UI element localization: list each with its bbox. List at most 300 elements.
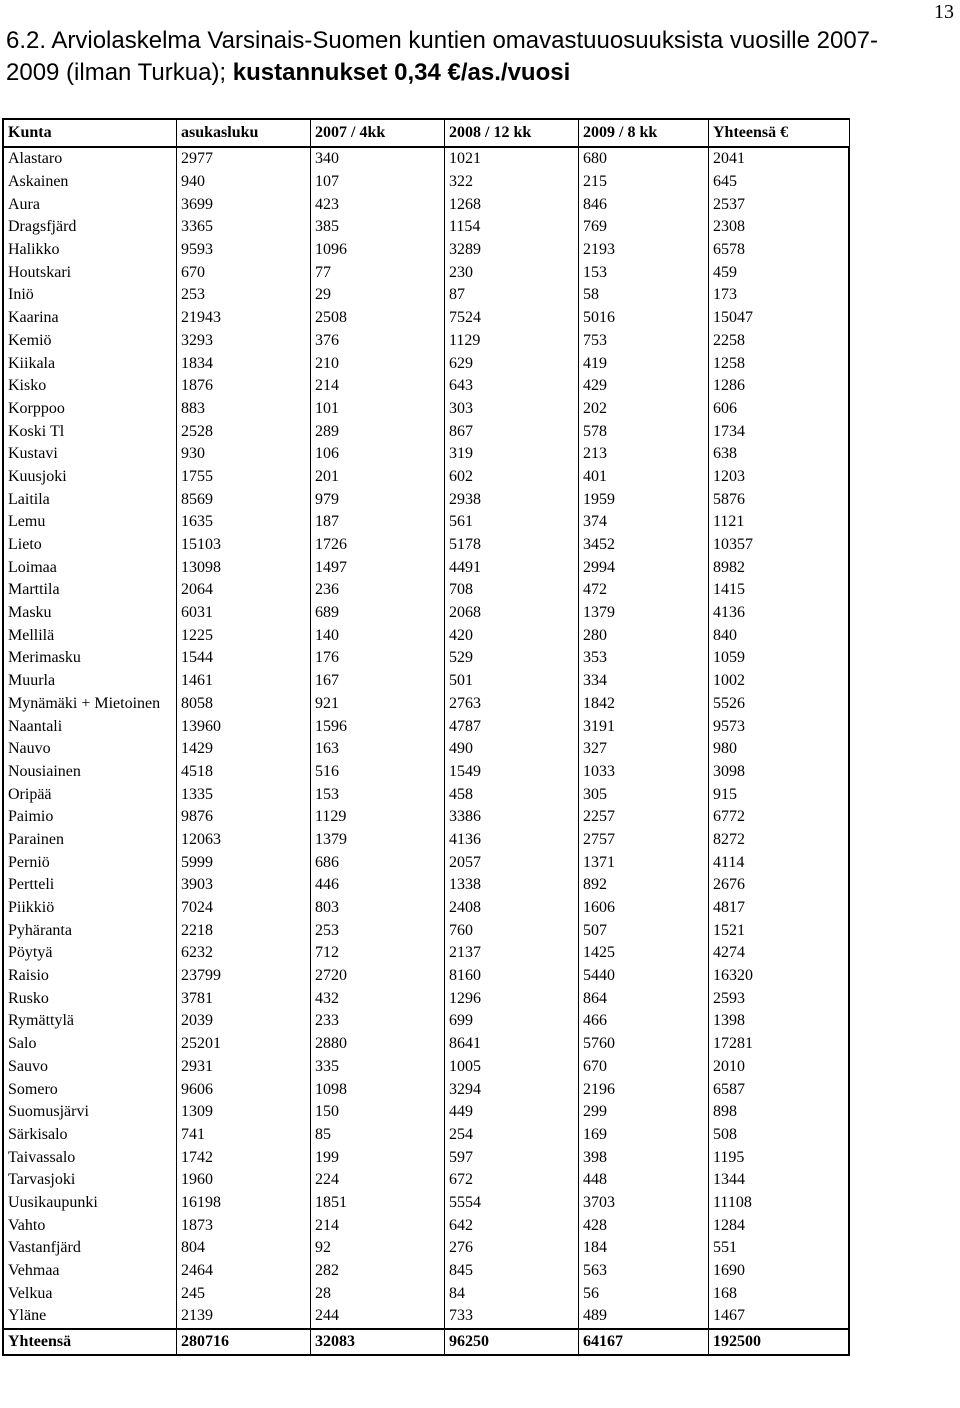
table-cell: 1121 [709, 511, 850, 534]
page-number: 13 [934, 1, 954, 23]
table-cell: 224 [311, 1169, 445, 1192]
table-cell: 423 [311, 193, 445, 216]
table-row [3, 398, 849, 421]
municipality-name-cell: Uusikaupunki [3, 1192, 177, 1215]
table-cell: 280 [579, 624, 709, 647]
table-cell: 490 [445, 738, 579, 761]
table-cell: 516 [311, 761, 445, 784]
municipality-name-cell: Salo [3, 1033, 177, 1056]
table-cell: 2010 [709, 1056, 850, 1079]
heading-line2: 2009 (ilman Turkua); [6, 59, 233, 86]
table-cell: 276 [445, 1237, 579, 1260]
municipality-name-cell: Pöytyä [3, 942, 177, 965]
municipality-name-cell: Särkisalo [3, 1124, 177, 1147]
table-cell: 213 [579, 443, 709, 466]
table-row [3, 1169, 849, 1192]
table-cell: 1842 [579, 693, 709, 716]
column-header-kunta: Kunta [3, 119, 177, 147]
table-row [3, 1305, 849, 1329]
table-cell: 244 [311, 1305, 445, 1329]
table-cell: 1521 [709, 919, 850, 942]
table-cell: 21943 [177, 307, 311, 330]
table-cell: 3903 [177, 874, 311, 897]
table-cell: 980 [709, 738, 850, 761]
table-cell: 979 [311, 488, 445, 511]
municipality-name-cell: Taivassalo [3, 1146, 177, 1169]
table-cell: 2528 [177, 420, 311, 443]
total-cell: 64167 [579, 1329, 709, 1355]
municipality-name-cell: Dragsfjärd [3, 216, 177, 239]
table-cell: 254 [445, 1124, 579, 1147]
table-cell: 563 [579, 1260, 709, 1283]
table-cell: 1497 [311, 556, 445, 579]
municipality-name-cell: Houtskari [3, 261, 177, 284]
table-cell: 2068 [445, 602, 579, 625]
table-cell: 2218 [177, 919, 311, 942]
table-cell: 253 [311, 919, 445, 942]
table-row [3, 534, 849, 557]
table-row [3, 715, 849, 738]
table-cell: 1960 [177, 1169, 311, 1192]
table-row [3, 874, 849, 897]
table-row [3, 556, 849, 579]
table-cell: 1096 [311, 239, 445, 262]
table-cell: 741 [177, 1124, 311, 1147]
table-cell: 5440 [579, 965, 709, 988]
table-cell: 153 [311, 783, 445, 806]
table-cell: 432 [311, 987, 445, 1010]
table-cell: 466 [579, 1010, 709, 1033]
table-cell: 9573 [709, 715, 850, 738]
table-row [3, 511, 849, 534]
table-row [3, 647, 849, 670]
municipality-name-cell: Vastanfjärd [3, 1237, 177, 1260]
municipality-name-cell: Somero [3, 1078, 177, 1101]
table-cell: 846 [579, 193, 709, 216]
table-cell: 642 [445, 1214, 579, 1237]
table-cell: 2064 [177, 579, 311, 602]
table-row [3, 693, 849, 716]
table-cell: 5016 [579, 307, 709, 330]
municipality-name-cell: Nauvo [3, 738, 177, 761]
municipality-name-cell: Rusko [3, 987, 177, 1010]
municipality-name-cell: Raisio [3, 965, 177, 988]
table-cell: 385 [311, 216, 445, 239]
table-row [3, 1237, 849, 1260]
municipality-name-cell: Perniö [3, 851, 177, 874]
table-cell: 1258 [709, 352, 850, 375]
table-cell: 3289 [445, 239, 579, 262]
table-cell: 92 [311, 1237, 445, 1260]
table-cell: 867 [445, 420, 579, 443]
table-cell: 13960 [177, 715, 311, 738]
table-cell: 930 [177, 443, 311, 466]
table-cell: 3703 [579, 1192, 709, 1215]
table-cell: 449 [445, 1101, 579, 1124]
table-cell: 334 [579, 670, 709, 693]
table-cell: 3293 [177, 330, 311, 353]
table-row [3, 352, 849, 375]
table-cell: 5999 [177, 851, 311, 874]
table-cell: 106 [311, 443, 445, 466]
table-cell: 1268 [445, 193, 579, 216]
table-cell: 1154 [445, 216, 579, 239]
table-cell: 8641 [445, 1033, 579, 1056]
table-cell: 15047 [709, 307, 850, 330]
table-cell: 236 [311, 579, 445, 602]
table-cell: 6031 [177, 602, 311, 625]
table-cell: 3386 [445, 806, 579, 829]
table-cell: 1129 [445, 330, 579, 353]
table-cell: 299 [579, 1101, 709, 1124]
heading-cost-note: kustannukset 0,34 €/as./vuosi [232, 59, 571, 86]
table-cell: 1021 [445, 147, 579, 171]
table-cell: 2464 [177, 1260, 311, 1283]
table-cell: 305 [579, 783, 709, 806]
municipality-name-cell: Velkua [3, 1282, 177, 1305]
table-cell: 1286 [709, 375, 850, 398]
table-cell: 672 [445, 1169, 579, 1192]
table-cell: 2593 [709, 987, 850, 1010]
municipality-name-cell: Kemiö [3, 330, 177, 353]
municipality-name-cell: Kustavi [3, 443, 177, 466]
table-cell: 7524 [445, 307, 579, 330]
table-row [3, 284, 849, 307]
table-cell: 845 [445, 1260, 579, 1283]
municipality-name-cell: Lemu [3, 511, 177, 534]
table-row [3, 738, 849, 761]
municipality-name-cell: Mynämäki + Mietoinen [3, 693, 177, 716]
municipality-name-cell: Marttila [3, 579, 177, 602]
table-cell: 101 [311, 398, 445, 421]
table-cell: 340 [311, 147, 445, 171]
table-cell: 733 [445, 1305, 579, 1329]
table-row [3, 239, 849, 262]
table-row [3, 466, 849, 489]
table-cell: 670 [579, 1056, 709, 1079]
table-cell: 1335 [177, 783, 311, 806]
table-cell: 140 [311, 624, 445, 647]
table-cell: 1344 [709, 1169, 850, 1192]
table-cell: 17281 [709, 1033, 850, 1056]
table-cell: 85 [311, 1124, 445, 1147]
table-cell: 507 [579, 919, 709, 942]
table-cell: 2196 [579, 1078, 709, 1101]
table-cell: 501 [445, 670, 579, 693]
table-row [3, 375, 849, 398]
table-cell: 77 [311, 261, 445, 284]
table-cell: 319 [445, 443, 579, 466]
table-cell: 1002 [709, 670, 850, 693]
table-cell: 643 [445, 375, 579, 398]
municipality-name-cell: Kaarina [3, 307, 177, 330]
table-cell: 15103 [177, 534, 311, 557]
table-row [3, 307, 849, 330]
table-cell: 898 [709, 1101, 850, 1124]
table-cell: 1296 [445, 987, 579, 1010]
table-cell: 419 [579, 352, 709, 375]
table-cell: 2880 [311, 1033, 445, 1056]
table-cell: 233 [311, 1010, 445, 1033]
table-cell: 376 [311, 330, 445, 353]
table-cell: 1834 [177, 352, 311, 375]
table-cell: 699 [445, 1010, 579, 1033]
table-cell: 2508 [311, 307, 445, 330]
table-row [3, 942, 849, 965]
table-cell: 769 [579, 216, 709, 239]
table-cell: 1005 [445, 1056, 579, 1079]
table-cell: 2039 [177, 1010, 311, 1033]
table-cell: 921 [311, 693, 445, 716]
table-cell: 1338 [445, 874, 579, 897]
table-cell: 398 [579, 1146, 709, 1169]
table-cell: 289 [311, 420, 445, 443]
table-cell: 5178 [445, 534, 579, 557]
table-cell: 1203 [709, 466, 850, 489]
table-cell: 1635 [177, 511, 311, 534]
table-cell: 1873 [177, 1214, 311, 1237]
table-cell: 9606 [177, 1078, 311, 1101]
table-cell: 168 [709, 1282, 850, 1305]
municipality-name-cell: Vehmaa [3, 1260, 177, 1283]
table-cell: 508 [709, 1124, 850, 1147]
table-cell: 864 [579, 987, 709, 1010]
table-cell: 1398 [709, 1010, 850, 1033]
table-cell: 472 [579, 579, 709, 602]
table-cell: 210 [311, 352, 445, 375]
table-cell: 2308 [709, 216, 850, 239]
table-cell: 2408 [445, 897, 579, 920]
municipality-name-cell: Naantali [3, 715, 177, 738]
table-cell: 428 [579, 1214, 709, 1237]
table-cell: 6232 [177, 942, 311, 965]
table-cell: 16320 [709, 965, 850, 988]
table-cell: 4518 [177, 761, 311, 784]
table-cell: 1959 [579, 488, 709, 511]
table-cell: 176 [311, 647, 445, 670]
table-row [3, 1010, 849, 1033]
table-cell: 169 [579, 1124, 709, 1147]
table-cell: 13098 [177, 556, 311, 579]
table-cell: 9593 [177, 239, 311, 262]
municipality-name-cell: Halikko [3, 239, 177, 262]
table-cell: 1461 [177, 670, 311, 693]
municipality-name-cell: Alastaro [3, 147, 177, 171]
table-cell: 712 [311, 942, 445, 965]
total-cell: 96250 [445, 1329, 579, 1355]
table-cell: 2041 [709, 147, 850, 171]
municipality-cost-table [2, 118, 850, 1356]
table-cell: 883 [177, 398, 311, 421]
table-cell: 84 [445, 1282, 579, 1305]
municipality-name-cell: Nousiainen [3, 761, 177, 784]
table-cell: 1059 [709, 647, 850, 670]
table-cell: 551 [709, 1237, 850, 1260]
table-cell: 1467 [709, 1305, 850, 1329]
table-cell: 1033 [579, 761, 709, 784]
table-cell: 3452 [579, 534, 709, 557]
municipality-name-cell: Laitila [3, 488, 177, 511]
table-cell: 9876 [177, 806, 311, 829]
table-cell: 10357 [709, 534, 850, 557]
column-header-2007: 2007 / 4kk [311, 119, 445, 147]
table-cell: 2763 [445, 693, 579, 716]
table-cell: 1371 [579, 851, 709, 874]
table-cell: 12063 [177, 829, 311, 852]
table-row [3, 261, 849, 284]
municipality-name-cell: Kiikala [3, 352, 177, 375]
municipality-name-cell: Pyhäranta [3, 919, 177, 942]
table-row [3, 829, 849, 852]
table-cell: 5554 [445, 1192, 579, 1215]
table-cell: 374 [579, 511, 709, 534]
table-cell: 2676 [709, 874, 850, 897]
table-cell: 5526 [709, 693, 850, 716]
municipality-name-cell: Piikkiö [3, 897, 177, 920]
municipality-name-cell: Sauvo [3, 1056, 177, 1079]
table-cell: 2938 [445, 488, 579, 511]
table-cell: 940 [177, 171, 311, 194]
table-row [3, 670, 849, 693]
table-cell: 458 [445, 783, 579, 806]
table-row [3, 602, 849, 625]
table-cell: 11108 [709, 1192, 850, 1215]
table-cell: 150 [311, 1101, 445, 1124]
table-cell: 2057 [445, 851, 579, 874]
column-header-asukasluku: asukasluku [177, 119, 311, 147]
table-cell: 840 [709, 624, 850, 647]
table-cell: 4136 [709, 602, 850, 625]
table-cell: 4274 [709, 942, 850, 965]
table-cell: 8982 [709, 556, 850, 579]
table-cell: 6587 [709, 1078, 850, 1101]
table-row [3, 420, 849, 443]
table-row [3, 147, 849, 171]
table-cell: 253 [177, 284, 311, 307]
table-cell: 459 [709, 261, 850, 284]
table-cell: 4114 [709, 851, 850, 874]
table-row [3, 1033, 849, 1056]
table-cell: 760 [445, 919, 579, 942]
table-cell: 199 [311, 1146, 445, 1169]
table-cell: 1606 [579, 897, 709, 920]
table-cell: 6772 [709, 806, 850, 829]
table-cell: 3781 [177, 987, 311, 1010]
table-cell: 8569 [177, 488, 311, 511]
municipality-name-cell: Parainen [3, 829, 177, 852]
table-row [3, 193, 849, 216]
table-row [3, 965, 849, 988]
table-cell: 1225 [177, 624, 311, 647]
municipality-name-cell: Oripää [3, 783, 177, 806]
table-cell: 1309 [177, 1101, 311, 1124]
table-cell: 214 [311, 375, 445, 398]
table-cell: 1726 [311, 534, 445, 557]
table-header-row [3, 119, 849, 147]
table-cell: 803 [311, 897, 445, 920]
table-cell: 578 [579, 420, 709, 443]
table-cell: 446 [311, 874, 445, 897]
table-row [3, 1260, 849, 1283]
table-cell: 708 [445, 579, 579, 602]
table-row [3, 897, 849, 920]
table-cell: 184 [579, 1237, 709, 1260]
table-row [3, 783, 849, 806]
table-cell: 489 [579, 1305, 709, 1329]
table-cell: 2137 [445, 942, 579, 965]
table-cell: 3699 [177, 193, 311, 216]
column-header-2009: 2009 / 8 kk [579, 119, 709, 147]
table-cell: 3365 [177, 216, 311, 239]
municipality-name-cell: Korppoo [3, 398, 177, 421]
table-row [3, 806, 849, 829]
table-cell: 1596 [311, 715, 445, 738]
table-total-row [3, 1329, 849, 1355]
table-cell: 8160 [445, 965, 579, 988]
table-row [3, 1101, 849, 1124]
municipality-name-cell: Merimasku [3, 647, 177, 670]
table-row [3, 851, 849, 874]
table-cell: 1690 [709, 1260, 850, 1283]
table-cell: 87 [445, 284, 579, 307]
table-cell: 645 [709, 171, 850, 194]
table-cell: 2977 [177, 147, 311, 171]
table-row [3, 1282, 849, 1305]
municipality-name-cell: Mellilä [3, 624, 177, 647]
table-cell: 16198 [177, 1192, 311, 1215]
table-cell: 606 [709, 398, 850, 421]
table-cell: 1379 [579, 602, 709, 625]
section-heading [6, 25, 936, 89]
heading-line1: 6.2. Arviolaskelma Varsinais-Suomen kuntien omavastuuosuuksista vuosille 2007- [6, 27, 879, 54]
table-row [3, 919, 849, 942]
table-cell: 448 [579, 1169, 709, 1192]
table-cell: 1425 [579, 942, 709, 965]
table-cell: 230 [445, 261, 579, 284]
table-cell: 915 [709, 783, 850, 806]
table-cell: 2994 [579, 556, 709, 579]
table-row [3, 761, 849, 784]
table-cell: 2931 [177, 1056, 311, 1079]
table-row [3, 1056, 849, 1079]
table-cell: 107 [311, 171, 445, 194]
table-cell: 2193 [579, 239, 709, 262]
table-cell: 2757 [579, 829, 709, 852]
table-cell: 214 [311, 1214, 445, 1237]
table-cell: 429 [579, 375, 709, 398]
table-cell: 638 [709, 443, 850, 466]
table-row [3, 216, 849, 239]
table-cell: 4787 [445, 715, 579, 738]
column-header-yhteensa: Yhteensä € [709, 119, 850, 147]
table-cell: 245 [177, 1282, 311, 1305]
table-cell: 401 [579, 466, 709, 489]
table-row [3, 330, 849, 353]
table-cell: 29 [311, 284, 445, 307]
table-cell: 689 [311, 602, 445, 625]
table-cell: 670 [177, 261, 311, 284]
table-cell: 529 [445, 647, 579, 670]
municipality-name-cell: Muurla [3, 670, 177, 693]
table-cell: 561 [445, 511, 579, 534]
table-cell: 25201 [177, 1033, 311, 1056]
municipality-name-cell: Iniö [3, 284, 177, 307]
total-label: Yhteensä [3, 1329, 177, 1355]
municipality-name-cell: Rymättylä [3, 1010, 177, 1033]
table-cell: 322 [445, 171, 579, 194]
table-cell: 2257 [579, 806, 709, 829]
municipality-name-cell: Kisko [3, 375, 177, 398]
